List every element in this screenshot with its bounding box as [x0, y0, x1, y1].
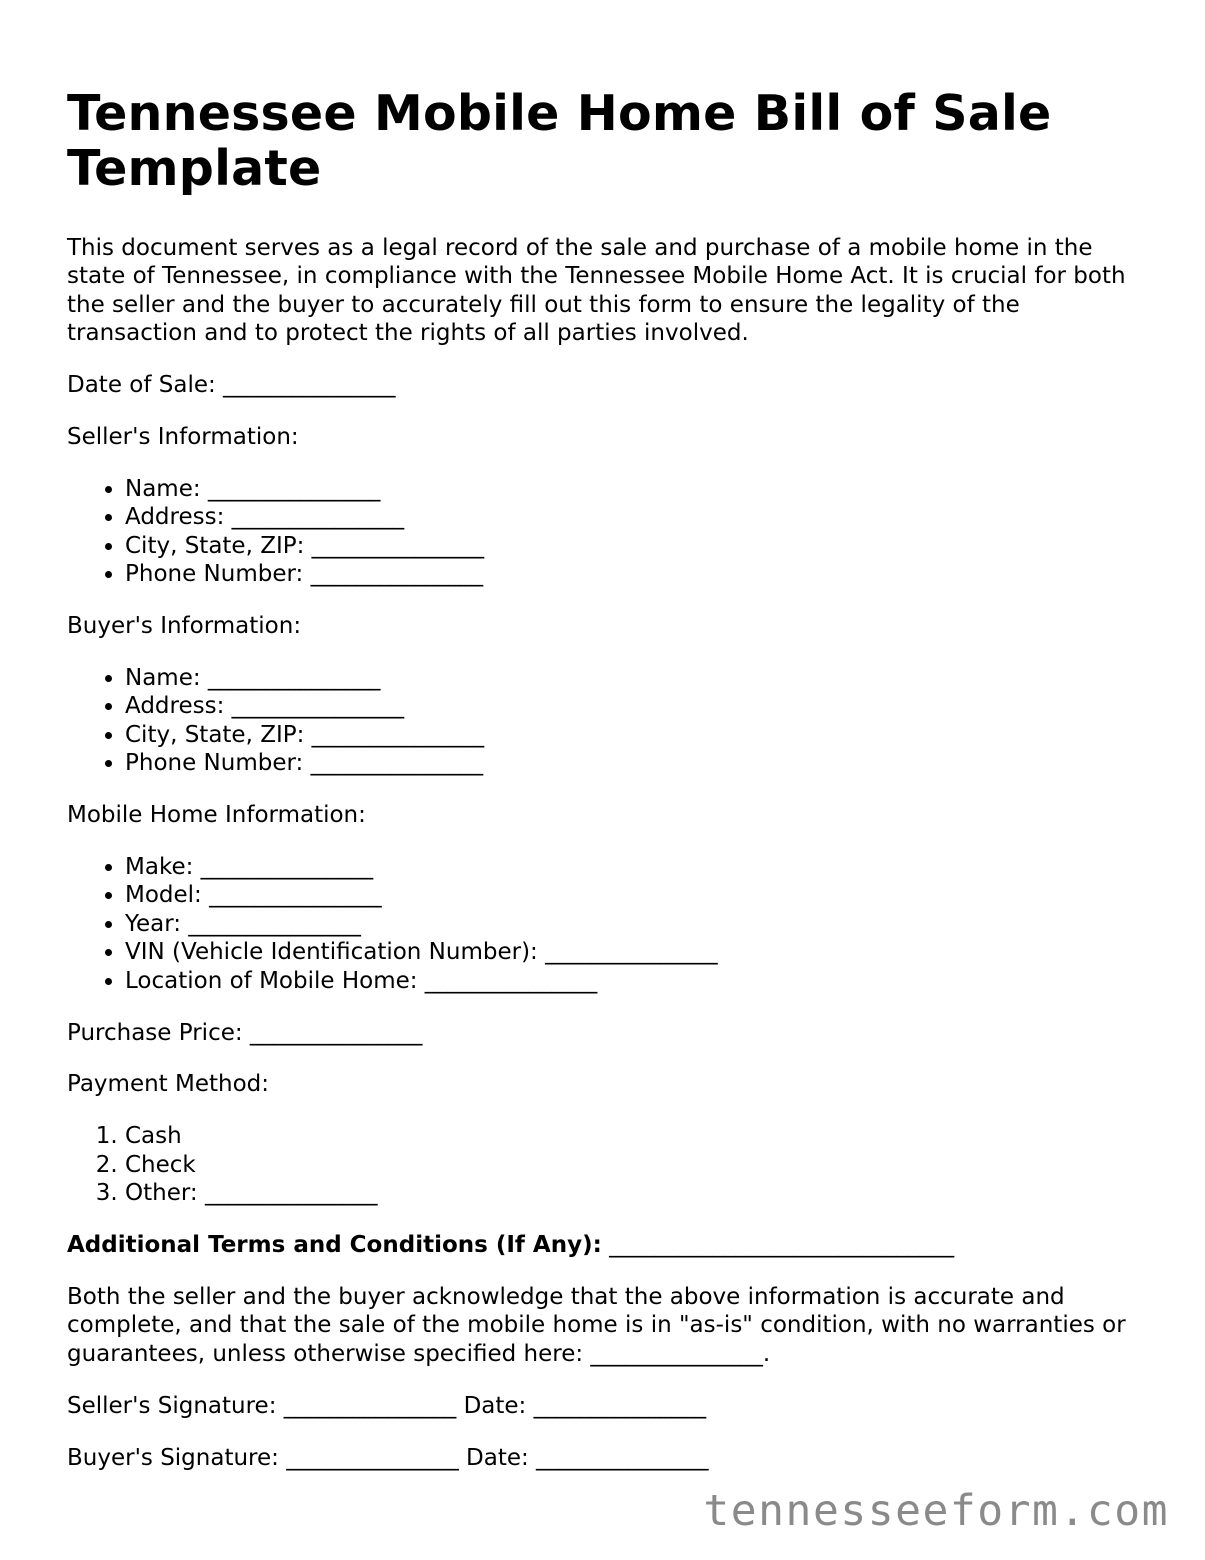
- document-title: Tennessee Mobile Home Bill of Sale Template: [67, 85, 1052, 197]
- buyer-info-heading: Buyer's Information:: [67, 613, 302, 640]
- seller-address-field: • Address: _______________: [125, 503, 1142, 531]
- seller-city-state-zip-field: • City, State, ZIP: _______________: [125, 532, 1142, 560]
- mobile-home-year-field: • Year: _______________: [125, 910, 1142, 938]
- seller-signature-line: Seller's Signature: _______________ Date: _______________: [67, 1392, 707, 1419]
- payment-option-check: 2. Check: [125, 1151, 1142, 1179]
- buyer-signature-line: Buyer's Signature: _______________ Date: _______________: [67, 1444, 709, 1471]
- mobile-home-info-heading: Mobile Home Information:: [67, 802, 366, 829]
- buyer-phone-field: • Phone Number: _______________: [125, 749, 1142, 777]
- mobile-home-vin-field: • VIN (Vehicle Identification Number): _______________: [125, 938, 1142, 966]
- additional-terms-blank: ______________________________: [601, 1232, 955, 1259]
- seller-name-field: • Name: _______________: [125, 475, 1142, 503]
- buyer-city-state-zip-field: • City, State, ZIP: _______________: [125, 721, 1142, 749]
- document-page: [67, 86, 1142, 1496]
- purchase-price-field: Purchase Price: _______________: [67, 1019, 423, 1046]
- intro-paragraph: This document serves as a legal record of the sale and purchase of a mobile home in the state of Tennessee, in compliance with the Tennessee Mobile Home Act. It is crucial for both the seller and the buyer to accurately fill out this form to ensure the legality of the transaction and to protect the rights of all parties involved.: [67, 235, 1126, 347]
- additional-terms-field: [67, 1231, 1142, 1259]
- seller-info-heading: Seller's Information:: [67, 424, 299, 451]
- mobile-home-make-field: • Make: _______________: [125, 853, 1142, 881]
- payment-method-list: [67, 1122, 1142, 1207]
- mobile-home-model-field: • Model: _______________: [125, 881, 1142, 909]
- payment-method-heading: Payment Method:: [67, 1071, 270, 1098]
- payment-option-other: 3. Other: _______________: [125, 1179, 1142, 1207]
- payment-option-cash: 1. Cash: [125, 1122, 1142, 1150]
- buyer-address-field: • Address: _______________: [125, 692, 1142, 720]
- additional-terms-label: Additional Terms and Conditions (If Any):: [67, 1232, 602, 1259]
- buyer-name-field: • Name: _______________: [125, 664, 1142, 692]
- acknowledgement-paragraph: Both the seller and the buyer acknowledge that the above information is accurate and complete, and that the sale of the mobile home is in "as-is" condition, with no warranties or guarantees, unless otherwise specified here: _______________.: [67, 1283, 1126, 1367]
- site-watermark: tennesseeform.com: [703, 1486, 1169, 1536]
- seller-info-list: [67, 475, 1142, 589]
- date-of-sale-field: Date of Sale: _______________: [67, 372, 396, 399]
- seller-phone-field: • Phone Number: _______________: [125, 560, 1142, 588]
- mobile-home-location-field: • Location of Mobile Home: _______________: [125, 967, 1142, 995]
- buyer-info-list: [67, 664, 1142, 778]
- mobile-home-info-list: [67, 853, 1142, 995]
